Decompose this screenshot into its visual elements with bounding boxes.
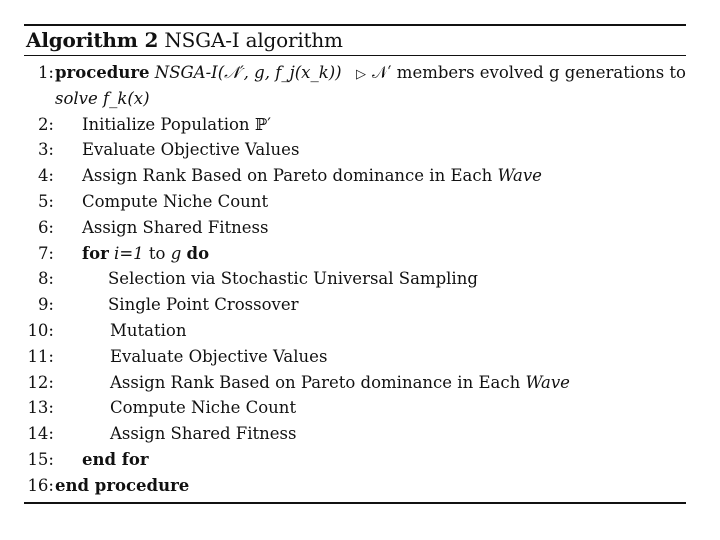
line-number: 3: (37, 140, 54, 160)
line-number: 9: (37, 295, 54, 315)
line-text: Assign Shared Fitness (110, 424, 297, 444)
line-number: 12: (27, 372, 54, 392)
algorithm-name: NSGA-I algorithm (164, 28, 343, 52)
line-body (110, 370, 570, 396)
line-number: 14: (27, 424, 54, 444)
line-number: 2: (37, 114, 54, 134)
line-text: Single Point Crossover (108, 295, 299, 315)
line-number: 16: (27, 475, 54, 495)
algorithm-line (24, 344, 686, 370)
algorithm-line (24, 163, 686, 189)
line-number: 15: (27, 449, 54, 469)
line-text: Evaluate Objective Values (82, 140, 300, 160)
loop-to: to (148, 243, 166, 263)
algorithm-line (24, 395, 686, 421)
algorithm-line (24, 60, 686, 86)
line-text: Evaluate Objective Values (110, 346, 328, 366)
line-body (82, 163, 542, 189)
algorithm-line (24, 447, 686, 473)
algorithm-line-continuation (24, 86, 686, 112)
line-body (55, 60, 342, 86)
algorithm-line (24, 370, 686, 396)
continuation-text: solve f_k(x) (55, 88, 150, 108)
algorithm-line (24, 266, 686, 292)
line-text: Selection via Stochastic Universal Sampling (108, 269, 478, 289)
algorithm-line (24, 421, 686, 447)
line-text: Initialize Population ℙ′ (82, 114, 271, 134)
line-number: 8: (37, 269, 54, 289)
algorithm-line (24, 318, 686, 344)
line-number: 13: (27, 398, 54, 418)
loop-end: g (170, 243, 182, 263)
algorithm-line (24, 241, 686, 267)
algorithm-line (24, 112, 686, 138)
comment (356, 60, 686, 88)
end-for-keyword: end for (82, 449, 149, 469)
line-text: Assign Rank Based on Pareto dominance in Each (110, 372, 521, 392)
line-number: 1: (37, 63, 54, 82)
line-text: Assign Rank Based on Pareto dominance in Each (82, 166, 493, 186)
line-text: Compute Niche Count (82, 191, 269, 211)
comment-text: 𝒩′ members evolved g generations to (372, 63, 686, 82)
line-text: Mutation (110, 320, 187, 340)
algorithm-line (24, 292, 686, 318)
line-emphasis: Wave (525, 372, 570, 392)
comment-triangle-icon: ▷ (356, 67, 366, 82)
top-rule (24, 24, 686, 26)
algorithm-label: Algorithm 2 (26, 28, 159, 52)
line-emphasis: Wave (497, 166, 542, 186)
algorithm-lines (24, 60, 686, 499)
for-keyword: for (82, 243, 109, 263)
line-text: Assign Shared Fitness (82, 217, 269, 237)
procedure-signature: NSGA-I(𝒩′, g, f_j(x_k)) (154, 63, 342, 82)
algorithm-title (26, 27, 343, 53)
bottom-rule (24, 502, 686, 504)
end-procedure-keyword: end procedure (55, 475, 190, 495)
algorithm-line (24, 189, 686, 215)
algorithm-line (24, 215, 686, 241)
line-number: 6: (37, 217, 54, 237)
title-rule (24, 55, 686, 56)
loop-variable: i=1 (114, 243, 144, 263)
line-number: 7: (37, 243, 54, 263)
line-number: 10: (27, 320, 54, 340)
line-number: 4: (37, 166, 54, 186)
line-body (82, 241, 209, 267)
algorithm-line (24, 473, 686, 499)
algorithm-line (24, 137, 686, 163)
do-keyword: do (186, 243, 210, 263)
procedure-keyword: procedure (55, 63, 150, 82)
line-text: Compute Niche Count (110, 398, 297, 418)
line-number: 5: (37, 191, 54, 211)
line-number: 11: (27, 346, 54, 366)
